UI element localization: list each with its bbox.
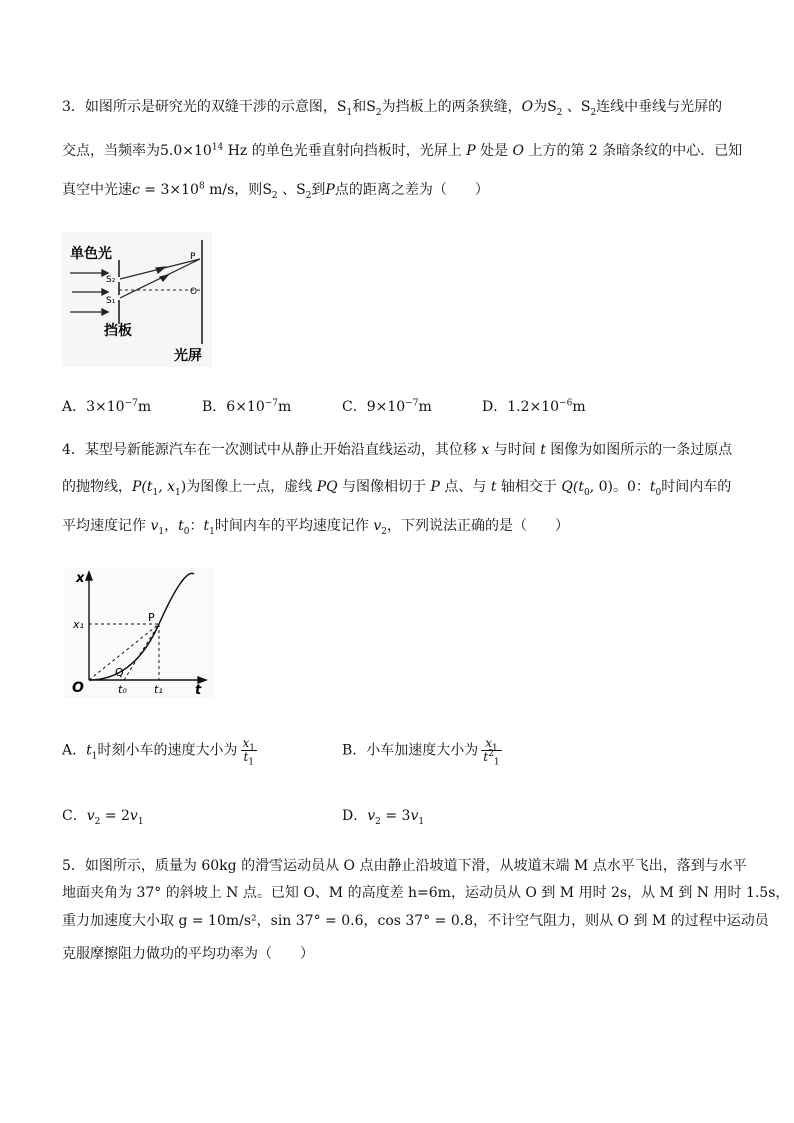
q4-line1: 4．某型号新能源汽车在一次测试中从静止开始沿直线运动，其位移 x 与时间 t 图像为如图所示的一条过原点 bbox=[62, 442, 733, 458]
x1-label: x₁ bbox=[73, 618, 84, 631]
q3-fig-p: P bbox=[190, 252, 196, 262]
q3-fig-light-label: 单色光 bbox=[70, 246, 112, 262]
q4-option-a[interactable]: A．$t_1$时刻小车的速度大小为 $\frac{x_1}{t_1}$ bbox=[62, 736, 256, 768]
q4-option-c[interactable]: C．$v_2 = 2v_1$ bbox=[62, 808, 144, 827]
q3-double-slit-figure bbox=[62, 232, 212, 367]
q3-fig-screen-label: 光屏 bbox=[174, 348, 202, 364]
q5-line4: 克服摩擦阻力做功的平均功率为（ ） bbox=[62, 946, 314, 962]
q3-line3: 真空中光速$c = 3\times 10^8$ m/s，则$S_2$ 、$S_2$到P点的距离之差为（ ） bbox=[62, 181, 489, 201]
q4-line2: 的抛物线，$P(t_1$, $x_1$)为图像上一点，虚线 PQ 与图像相切于 P 点、与 t 轴相交于 $Q(t_0$, 0)。0：$t_0$时间内车的 bbox=[62, 479, 732, 498]
q-point-label: Q bbox=[115, 666, 124, 679]
q5-line2: 地面夹角为 37° 的斜坡上 N 点。已知 O、M 的高度差 h=6m，运动员从 O 到 M 用时 2s，从 M 到 N 用时 1.5s， bbox=[62, 885, 790, 901]
q5-line1: 5．如图所示，质量为 60kg 的滑雪运动员从 O 点由静止沿坡道下滑，从坡道末端 M 点水平飞出，落到与水平 bbox=[62, 858, 747, 874]
q3-option-a[interactable]: A．$3\times 10^{-7}m$ bbox=[62, 398, 152, 415]
q3-option-b[interactable]: B．$6\times 10^{-7}m$ bbox=[202, 398, 292, 415]
q4-line3: 平均速度记作 $v_1$，$t_0$：$t_1$时间内车的平均速度记作 $v_2$，下列说法正确的是（ ） bbox=[62, 518, 569, 537]
q3-option-d[interactable]: D．$1.2\times 10^{-6}m$ bbox=[482, 398, 586, 415]
q4-number: 4． bbox=[62, 442, 85, 458]
q3-fig-s2: S₂ bbox=[106, 275, 116, 285]
origin-label: O bbox=[72, 680, 84, 696]
q3-number: 3． bbox=[62, 99, 85, 115]
q5-number: 5． bbox=[62, 858, 85, 874]
q4-option-d[interactable]: D．$v_2 = 3v_1$ bbox=[342, 808, 425, 827]
p-point-label: P bbox=[148, 611, 155, 624]
q5-line3: 重力加速度大小取 g = 10m/s²，sin 37° = 0.6，cos 37° = 0.8，不计空气阻力，则从 O 到 M 的过程中运动员 bbox=[62, 913, 769, 929]
x-axis-label: x bbox=[76, 571, 85, 586]
q3-line2: 交点，当频率为$5.0\times 10^{14}$ Hz 的单色光垂直射向挡板时，光屏上 P 处是 O 上方的第 2 条暗条纹的中心．已知 bbox=[62, 142, 743, 159]
q4-xt-graph bbox=[64, 568, 214, 698]
q4-option-b[interactable]: B．小车加速度大小为 $\frac{x_1}{t^2_1}$ bbox=[342, 736, 500, 768]
q3-fig-o: O bbox=[190, 287, 198, 297]
t0-label: t₀ bbox=[118, 683, 127, 696]
t-axis-label: t bbox=[195, 683, 202, 698]
q3-fig-s1: S₁ bbox=[106, 296, 116, 306]
t1-label: t₁ bbox=[154, 683, 163, 696]
q3-option-c[interactable]: C．$9\times 10^{-7}m$ bbox=[342, 398, 432, 415]
q3-fig-baffle-label: 挡板 bbox=[104, 323, 132, 339]
q3-line1: 3．如图所示是研究光的双缝干涉的示意图，$S_1$和$S_2$为挡板上的两条狭缝，O为$S_2$ 、$S_2$连线中垂线与光屏的 bbox=[62, 99, 723, 118]
